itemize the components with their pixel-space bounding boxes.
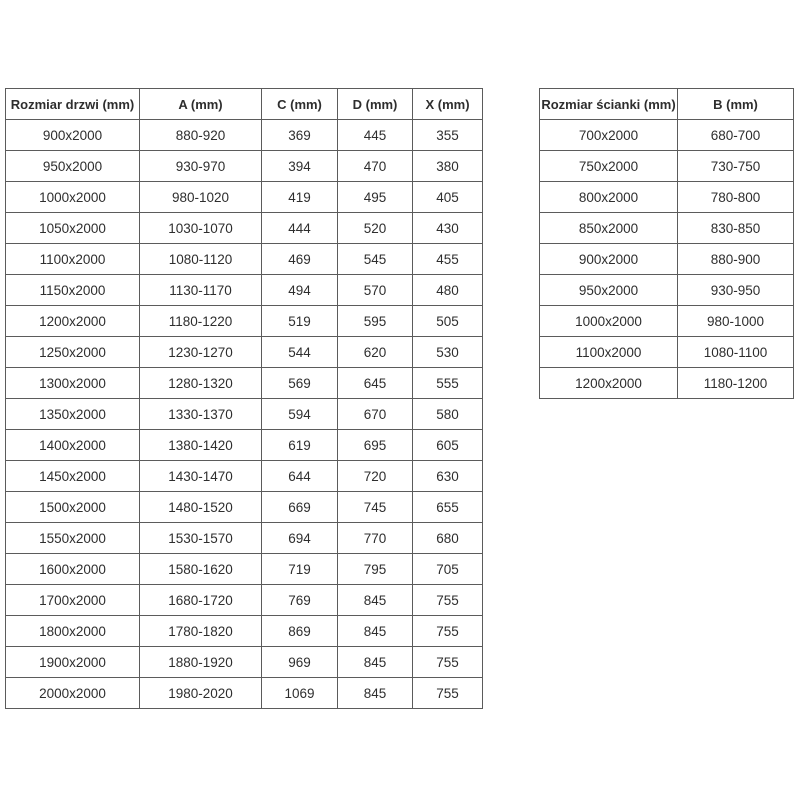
table-row xyxy=(6,523,483,554)
table-cell: 1200x2000 xyxy=(6,306,140,337)
table-cell: 930-970 xyxy=(140,151,262,182)
table-cell: 1500x2000 xyxy=(6,492,140,523)
table-cell: 1080-1100 xyxy=(678,337,794,368)
table-row xyxy=(6,585,483,616)
table-cell: 705 xyxy=(413,554,483,585)
table-cell: 719 xyxy=(262,554,338,585)
table-cell: 680 xyxy=(413,523,483,554)
table-cell: 655 xyxy=(413,492,483,523)
header-row xyxy=(6,89,483,120)
table-cell: 1700x2000 xyxy=(6,585,140,616)
table-cell: 770 xyxy=(338,523,413,554)
table-row xyxy=(540,151,794,182)
table-row xyxy=(540,306,794,337)
table-cell: 570 xyxy=(338,275,413,306)
table-cell: 900x2000 xyxy=(6,120,140,151)
table-cell: 700x2000 xyxy=(540,120,678,151)
table-cell: 680-700 xyxy=(678,120,794,151)
table-cell: 1430-1470 xyxy=(140,461,262,492)
table-cell: 869 xyxy=(262,616,338,647)
table-cell: 900x2000 xyxy=(540,244,678,275)
table-cell: 880-920 xyxy=(140,120,262,151)
table-cell: 845 xyxy=(338,616,413,647)
table-cell: 1230-1270 xyxy=(140,337,262,368)
table-cell: 1100x2000 xyxy=(540,337,678,368)
table-cell: 850x2000 xyxy=(540,213,678,244)
table-row xyxy=(540,275,794,306)
table-cell: 519 xyxy=(262,306,338,337)
table-cell: 1600x2000 xyxy=(6,554,140,585)
table-row xyxy=(6,647,483,678)
column-header: D (mm) xyxy=(338,89,413,120)
table-row xyxy=(6,244,483,275)
table-row xyxy=(540,182,794,213)
table-cell: 1350x2000 xyxy=(6,399,140,430)
table-cell: 469 xyxy=(262,244,338,275)
table-cell: 1400x2000 xyxy=(6,430,140,461)
column-header: Rozmiar ścianki (mm) xyxy=(540,89,678,120)
table-cell: 1680-1720 xyxy=(140,585,262,616)
table-cell: 1100x2000 xyxy=(6,244,140,275)
table-cell: 1900x2000 xyxy=(6,647,140,678)
table-cell: 730-750 xyxy=(678,151,794,182)
table-cell: 580 xyxy=(413,399,483,430)
table-row xyxy=(6,399,483,430)
column-header: A (mm) xyxy=(140,89,262,120)
table-cell: 1300x2000 xyxy=(6,368,140,399)
table-cell: 445 xyxy=(338,120,413,151)
table-cell: 930-950 xyxy=(678,275,794,306)
table-row xyxy=(6,213,483,244)
table-cell: 569 xyxy=(262,368,338,399)
table-cell: 1800x2000 xyxy=(6,616,140,647)
table-cell: 950x2000 xyxy=(6,151,140,182)
table-cell: 755 xyxy=(413,678,483,709)
table-cell: 1380-1420 xyxy=(140,430,262,461)
table-cell: 444 xyxy=(262,213,338,244)
table-cell: 800x2000 xyxy=(540,182,678,213)
table-row xyxy=(540,244,794,275)
table-cell: 780-800 xyxy=(678,182,794,213)
table-row xyxy=(6,306,483,337)
table-cell: 494 xyxy=(262,275,338,306)
table-cell: 1780-1820 xyxy=(140,616,262,647)
table-row xyxy=(6,151,483,182)
table-row xyxy=(6,120,483,151)
table-cell: 644 xyxy=(262,461,338,492)
table-cell: 845 xyxy=(338,585,413,616)
table-cell: 1150x2000 xyxy=(6,275,140,306)
table-cell: 1130-1170 xyxy=(140,275,262,306)
table-cell: 980-1020 xyxy=(140,182,262,213)
table-cell: 645 xyxy=(338,368,413,399)
table-cell: 830-850 xyxy=(678,213,794,244)
table-row xyxy=(6,616,483,647)
table-row xyxy=(6,554,483,585)
table-cell: 720 xyxy=(338,461,413,492)
table-cell: 430 xyxy=(413,213,483,244)
table-cell: 380 xyxy=(413,151,483,182)
table-cell: 505 xyxy=(413,306,483,337)
table-cell: 455 xyxy=(413,244,483,275)
column-header: C (mm) xyxy=(262,89,338,120)
table-cell: 1980-2020 xyxy=(140,678,262,709)
table-cell: 480 xyxy=(413,275,483,306)
table-cell: 530 xyxy=(413,337,483,368)
table-cell: 1250x2000 xyxy=(6,337,140,368)
table-cell: 555 xyxy=(413,368,483,399)
header-row xyxy=(540,89,794,120)
table-cell: 694 xyxy=(262,523,338,554)
table-cell: 750x2000 xyxy=(540,151,678,182)
table-cell: 544 xyxy=(262,337,338,368)
table-cell: 795 xyxy=(338,554,413,585)
table-cell: 745 xyxy=(338,492,413,523)
table-row xyxy=(6,337,483,368)
wall-size-table xyxy=(539,88,794,399)
column-header: B (mm) xyxy=(678,89,794,120)
table-cell: 1280-1320 xyxy=(140,368,262,399)
table-cell: 1550x2000 xyxy=(6,523,140,554)
table-cell: 394 xyxy=(262,151,338,182)
table-cell: 1030-1070 xyxy=(140,213,262,244)
table-cell: 845 xyxy=(338,647,413,678)
table-cell: 1000x2000 xyxy=(540,306,678,337)
table-cell: 619 xyxy=(262,430,338,461)
table-row xyxy=(6,430,483,461)
table-cell: 755 xyxy=(413,647,483,678)
table-cell: 769 xyxy=(262,585,338,616)
column-header: X (mm) xyxy=(413,89,483,120)
table-cell: 595 xyxy=(338,306,413,337)
table-cell: 419 xyxy=(262,182,338,213)
table-cell: 1180-1220 xyxy=(140,306,262,337)
table-row xyxy=(6,182,483,213)
table-cell: 695 xyxy=(338,430,413,461)
column-header: Rozmiar drzwi (mm) xyxy=(6,89,140,120)
table-cell: 1080-1120 xyxy=(140,244,262,275)
table-cell: 605 xyxy=(413,430,483,461)
table-row xyxy=(6,368,483,399)
table-cell: 620 xyxy=(338,337,413,368)
table-cell: 1330-1370 xyxy=(140,399,262,430)
table-row xyxy=(6,461,483,492)
table-row xyxy=(540,337,794,368)
table-cell: 1880-1920 xyxy=(140,647,262,678)
table-cell: 369 xyxy=(262,120,338,151)
table-cell: 1480-1520 xyxy=(140,492,262,523)
door-size-table xyxy=(5,88,483,709)
table-cell: 670 xyxy=(338,399,413,430)
table-cell: 594 xyxy=(262,399,338,430)
table-cell: 355 xyxy=(413,120,483,151)
table-cell: 1000x2000 xyxy=(6,182,140,213)
table-cell: 2000x2000 xyxy=(6,678,140,709)
table-cell: 1200x2000 xyxy=(540,368,678,399)
table-cell: 405 xyxy=(413,182,483,213)
table-cell: 845 xyxy=(338,678,413,709)
table-cell: 520 xyxy=(338,213,413,244)
table-cell: 880-900 xyxy=(678,244,794,275)
table-cell: 545 xyxy=(338,244,413,275)
table-row xyxy=(540,120,794,151)
table-cell: 755 xyxy=(413,616,483,647)
table-cell: 470 xyxy=(338,151,413,182)
table-cell: 495 xyxy=(338,182,413,213)
table-row xyxy=(6,275,483,306)
table-row xyxy=(540,368,794,399)
table-cell: 969 xyxy=(262,647,338,678)
table-cell: 1580-1620 xyxy=(140,554,262,585)
table-cell: 1450x2000 xyxy=(6,461,140,492)
table-row xyxy=(6,492,483,523)
table-row xyxy=(6,678,483,709)
table-cell: 1530-1570 xyxy=(140,523,262,554)
table-cell: 630 xyxy=(413,461,483,492)
table-cell: 1180-1200 xyxy=(678,368,794,399)
table-cell: 980-1000 xyxy=(678,306,794,337)
table-cell: 755 xyxy=(413,585,483,616)
table-cell: 1069 xyxy=(262,678,338,709)
table-cell: 950x2000 xyxy=(540,275,678,306)
table-row xyxy=(540,213,794,244)
table-cell: 669 xyxy=(262,492,338,523)
table-cell: 1050x2000 xyxy=(6,213,140,244)
